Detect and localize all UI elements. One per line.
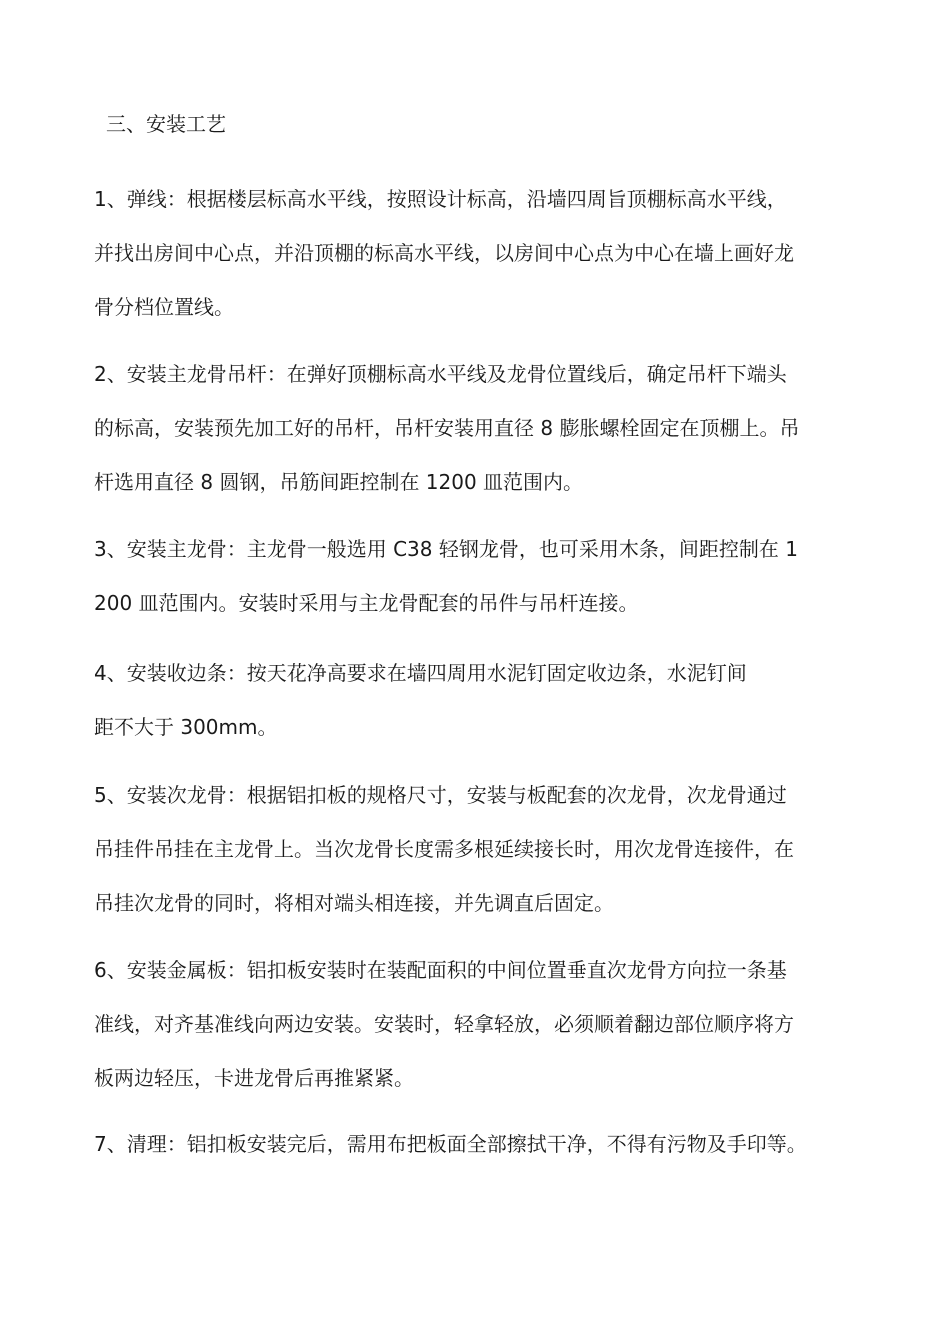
paragraph-line: 200 皿范围内。安装时采用与主龙骨配套的吊件与吊杆连接。 xyxy=(94,591,639,615)
paragraph-line: 3、安装主龙骨：主龙骨一般选用 C38 轻钢龙骨，也可采用木条，间距控制在 1 xyxy=(94,537,798,561)
paragraph-line: 距不大于 300mm。 xyxy=(94,715,278,739)
paragraph-line: 杆选用直径 8 圆钢，吊筋间距控制在 1200 皿范围内。 xyxy=(94,470,584,494)
paragraph-step-2 xyxy=(94,347,864,509)
paragraph-line: 吊挂件吊挂在主龙骨上。当次龙骨长度需多根延续接长时，用次龙骨连接件，在 xyxy=(94,837,794,861)
paragraph-line: 准线，对齐基准线向两边安装。安装时，轻拿轻放，必须顺着翻边部位顺序将方 xyxy=(94,1012,794,1036)
paragraph-line: 6、安装金属板：铝扣板安装时在装配面积的中间位置垂直次龙骨方向拉一条基 xyxy=(94,958,787,982)
paragraph-step-4 xyxy=(94,646,864,754)
paragraph-line: 骨分档位置线。 xyxy=(94,295,234,319)
paragraph-step-6 xyxy=(94,943,864,1105)
paragraph-line: 2、安装主龙骨吊杆：在弹好顶棚标高水平线及龙骨位置线后，确定吊杆下端头 xyxy=(94,362,787,386)
paragraph-line: 吊挂次龙骨的同时，将相对端头相连接，并先调直后固定。 xyxy=(94,891,614,915)
paragraph-line: 并找出房间中心点，并沿顶棚的标高水平线，以房间中心点为中心在墙上画好龙 xyxy=(94,241,794,265)
paragraph-line: 1、弹线：根据楼层标高水平线，按照设计标高，沿墙四周旨顶棚标高水平线， xyxy=(94,187,787,211)
paragraph-line: 的标高，安装预先加工好的吊杆，吊杆安装用直径 8 膨胀螺栓固定在顶棚上。吊 xyxy=(94,416,800,440)
paragraph-line: 5、安装次龙骨：根据铝扣板的规格尺寸，安装与板配套的次龙骨，次龙骨通过 xyxy=(94,783,787,807)
paragraph-step-5 xyxy=(94,768,864,930)
paragraph-step-7 xyxy=(94,1117,864,1171)
paragraph-line: 7、清理：铝扣板安装完后，需用布把板面全部擦拭干净，不得有污物及手印等。 xyxy=(94,1132,807,1156)
paragraph-step-1 xyxy=(94,172,864,334)
paragraph-step-3 xyxy=(94,522,864,630)
paragraph-line: 4、安装收边条：按天花净高要求在墙四周用水泥钉固定收边条，水泥钉间 xyxy=(94,661,747,685)
section-title: 三、安装工艺 xyxy=(106,112,226,136)
paragraph-line: 板两边轻压，卡进龙骨后再推紧紧。 xyxy=(94,1066,414,1090)
